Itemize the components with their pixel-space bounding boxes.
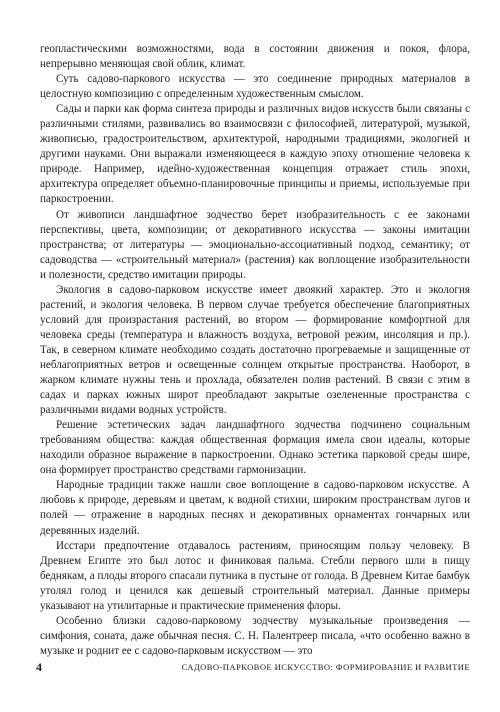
paragraph: Суть садово-паркового искусства — это соединение природных материалов в целостную композицию с определенным художественным смыслом. — [40, 73, 470, 101]
page-footer — [36, 660, 470, 676]
paragraph: Сады и парки как форма синтеза природы и различных видов искусств были связаны с различными стилями, развивались во взаимосвязи с философией, литературой, музыкой, живописью, градостроительством, архитектурой, народными традициями, экологией и другими науками. Они выражали изменяющееся в каждую эпоху отношение человека к природе. Например, идейно-художественная концепция отражает стиль эпохи, архитектура определяет объемно-планировочные принципы и приемы, используемые при паркостроении. — [40, 103, 470, 206]
paragraph: Решение эстетических задач ландшафтного зодчества подчинено социальным требованиям общества: каждая общественная формация имела свои идеалы, которые находили образное выражение в паркостроении. Однако эстетика парковой среды шире, она формирует пространство средствами гармонизации. — [40, 419, 470, 477]
paragraph: геопластическими возможностями, вода в состоянии движения и покоя, флора, непрерывно меняющая свой облик, климат. — [40, 43, 470, 71]
paragraph: Народные традиции также нашли свое воплощение в садово-парковом искусстве. А любовь к природе, деревьям и цветам, к водной стихии, широким пространствам лугов и полей — отражение в народных песнях и декоративных орнаментах гончарных или деревянных изделий. — [40, 479, 470, 537]
running-head: САДОВО-ПАРКОВОЕ ИСКУССТВО: ФОРМИРОВАНИЕ И РАЗВИТИЕ — [181, 662, 470, 672]
paragraph: От живописи ландшафтное зодчество берет изобразительность с ее законами перспективы, цвета, композиции; от декоративного искусства — законы имитации пространства; от литературы — эмоционально-ассоциативный подход, семантику; от садоводства — «строительный материал» (растения) как воплощение изобразительности и полезности, средство имитации природы. — [40, 208, 470, 281]
paragraph: Экология в садово-парковом искусстве имеет двоякий характер. Это и экология растений, и экология человека. В первом случае требуется обеспечение благоприятных условий для произрастания растений, во втором — формирование комфортной для человека среды (температура и влажность воздуха, ветровой режим, инсоляция и пр.). Так, в северном климате необходимо создать достаточно прогреваемые и защищенные от неблагоприятных ветров и освещенные солнцем открытые пространства. Наоборот, в жарком климате нужны тень и прохлада, обязателен полив растений. В связи с этим в садах и парках южных широт преобладают закрытые озелененные пространства с различными видами водных устройств. — [40, 283, 470, 417]
paragraph: Особенно близки садово-парковому зодчеству музыкальные произведения — симфония, соната, даже обычная песня. С. Н. Палентреер писала, «что особенно важно в музыке и роднит ее с садово-парковым искусством — это — [40, 614, 470, 657]
page-number: 4 — [36, 660, 42, 674]
body-text — [40, 42, 470, 659]
paragraph: Исстари предпочтение отдавалось растениям, приносящим пользу человеку. В Древнем Египте это был лотос и финиковая пальма. Стебли первого шли в пищу беднякам, а плоды второго спасали путника в пустыне от голода. В Древнем Китае бамбук утолял голод и ценился как дешевый строительный материал. Данные примеры указывают на утилитарные и практические применения флоры. — [40, 539, 470, 612]
